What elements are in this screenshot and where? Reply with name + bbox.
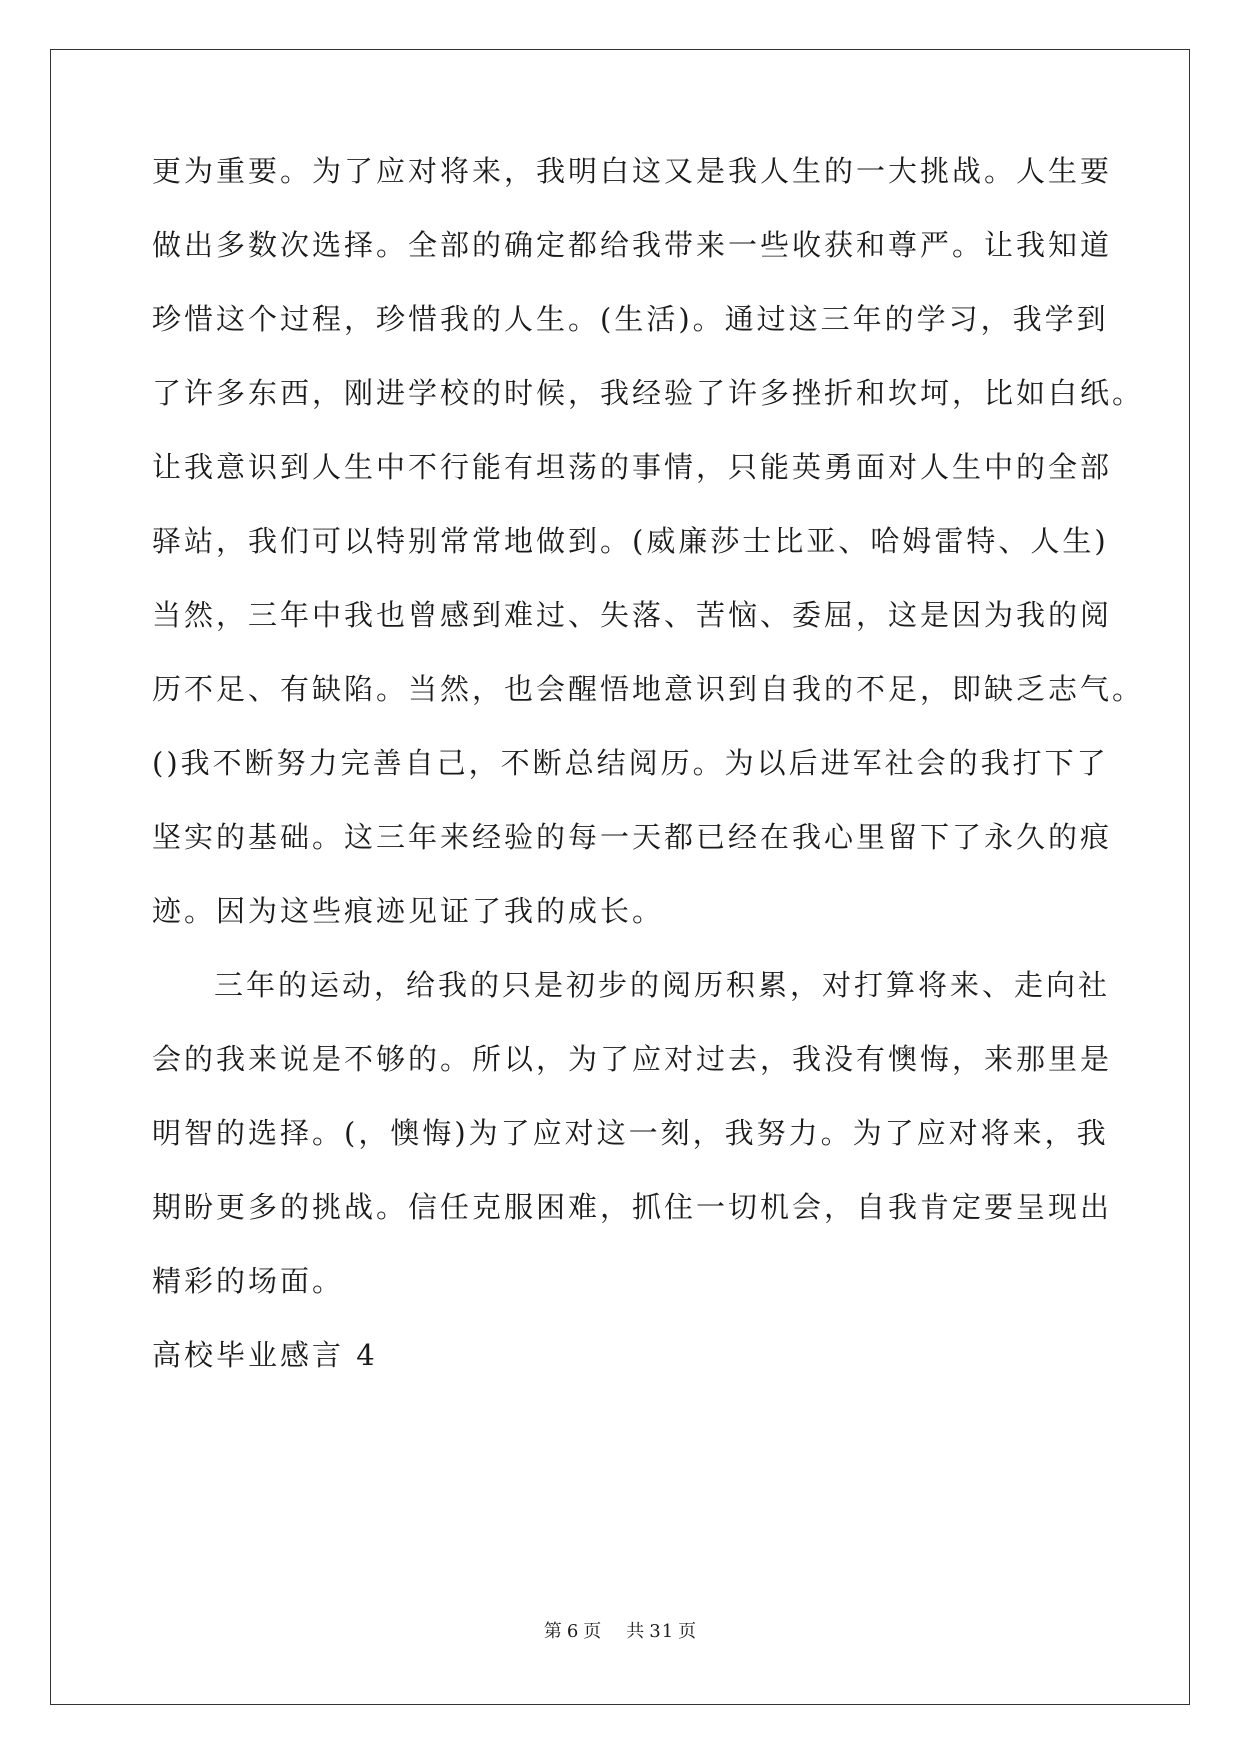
- paragraph-line: 三年的运动，给我的只是初步的阅历积累，对打算将来、走向社: [214, 968, 1111, 1002]
- paragraph-line: 明智的选择。(，懊悔)为了应对这一刻，我努力。为了应对将来，我: [152, 1116, 1109, 1150]
- section-heading: 高校毕业感言 4: [152, 1338, 378, 1372]
- paragraph-line: 让我意识到人生中不行能有坦荡的事情，只能英勇面对人生中的全部: [152, 450, 1113, 484]
- paragraph-line: 历不足、有缺陷。当然，也会醒悟地意识到自我的不足，即缺乏志气。: [152, 672, 1145, 706]
- page-border: [50, 49, 1190, 1705]
- paragraph-line: 精彩的场面。: [152, 1264, 345, 1298]
- total-label-prefix: 共: [626, 1621, 646, 1642]
- page-footer: [0, 1620, 1241, 1644]
- paragraph-line: 当然，三年中我也曾感到难过、失落、苦恼、委屈，这是因为我的阅: [152, 598, 1113, 632]
- paragraph-line: 会的我来说是不够的。所以，为了应对过去，我没有懊悔，来那里是: [152, 1042, 1113, 1076]
- paragraph-line: 做出多数次选择。全部的确定都给我带来一些收获和尊严。让我知道: [152, 228, 1113, 262]
- paragraph-line: 珍惜这个过程，珍惜我的人生。(生活)。通过这三年的学习，我学到: [152, 302, 1109, 336]
- paragraph-line: 迹。因为这些痕迹见证了我的成长。: [152, 894, 665, 928]
- paragraph-line: 更为重要。为了应对将来，我明白这又是我人生的一大挑战。人生要: [152, 154, 1113, 188]
- page-label-prefix: 第: [543, 1621, 563, 1642]
- total-label-suffix: 页: [678, 1621, 698, 1642]
- paragraph-line: ()我不断努力完善自己，不断总结阅历。为以后进军社会的我打下了: [152, 746, 1109, 780]
- paragraph-line: 期盼更多的挑战。信任克服困难，抓住一切机会，自我肯定要呈现出: [152, 1190, 1113, 1224]
- page-label-suffix: 页: [583, 1621, 603, 1642]
- paragraph-line: 坚实的基础。这三年来经验的每一天都已经在我心里留下了永久的痕: [152, 820, 1113, 854]
- total-pages: 31: [649, 1621, 675, 1642]
- paragraph-line: 驿站，我们可以特别常常地做到。(威廉莎士比亚、哈姆雷特、人生): [152, 524, 1109, 558]
- paragraph-line: 了许多东西，刚进学校的时候，我经验了许多挫折和坎坷，比如白纸。: [152, 376, 1145, 410]
- page-number: 6: [566, 1621, 580, 1642]
